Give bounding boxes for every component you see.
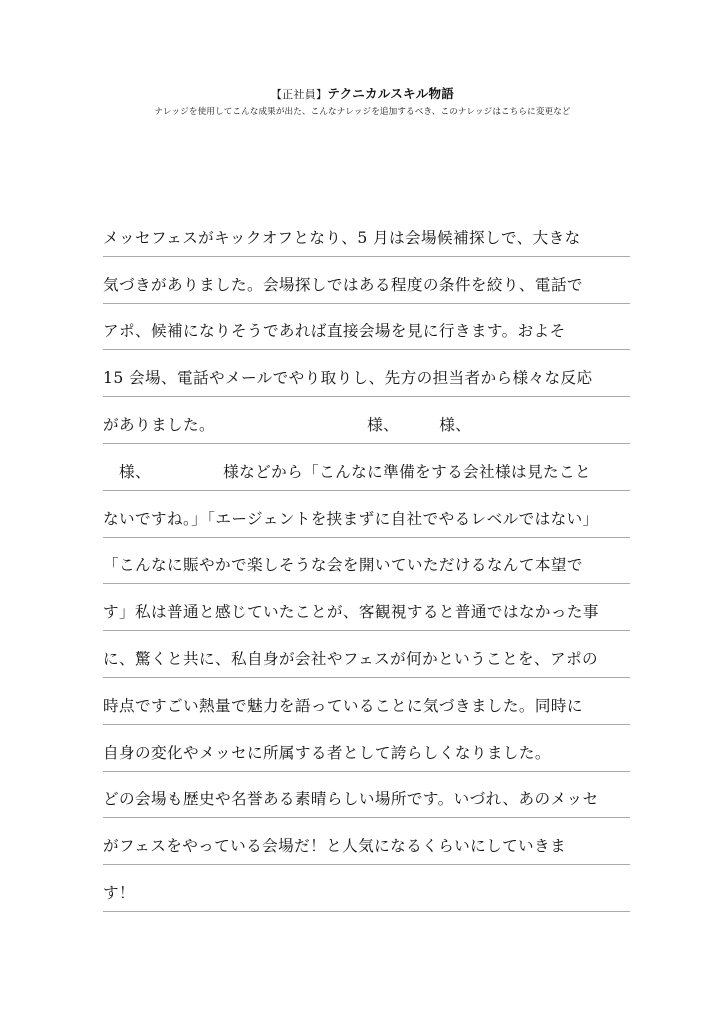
ruled-line <box>103 257 630 304</box>
document-subtitle: ナレッジを使用してこんな成果が出た、こんなナレッジを追加するべき、このナレッジはこちらに変更など <box>154 107 571 117</box>
ruled-line <box>103 584 630 631</box>
ruled-line <box>103 397 630 444</box>
line-text: 時点ですごい熱量で魅力を語っていることに気づきました。同時に <box>103 696 583 715</box>
ruled-line <box>103 304 630 351</box>
line-text: がフェスをやっている会場だ！と人気になるくらいにしていきま <box>103 837 567 856</box>
line-text: 自身の変化やメッセに所属する者として誇らしくなりました。 <box>103 743 551 762</box>
line-text: 気づきがありました。会場探しではある程度の条件を絞り、電話で <box>103 275 583 294</box>
ruled-line <box>103 725 630 772</box>
document-header <box>0 86 725 118</box>
line-text: に、驚くと共に、私自身が会社やフェスが何かということを、アポの <box>103 649 599 668</box>
line-text: アポ、候補になりそうであれば直接会場を見に行きます。およそ <box>103 322 566 341</box>
line-text: 様、 様などから「こんなに準備をする会社様は見たこと <box>103 462 592 481</box>
line-text: メッセフェスがキックオフとなり、5 月は会場候補探しで、大きな <box>103 228 581 247</box>
ruled-text-body <box>103 210 630 912</box>
line-text: がありました。 様、 様、 <box>103 415 472 434</box>
document-title <box>0 86 725 103</box>
ruled-line <box>103 491 630 538</box>
ruled-line <box>103 210 630 257</box>
ruled-line <box>103 772 630 819</box>
ruled-line <box>103 818 630 865</box>
ruled-line <box>103 350 630 397</box>
ruled-line <box>103 678 630 725</box>
line-text: 「こんなに賑やかで楽しそうな会を開いていただけるなんて本望で <box>103 556 583 575</box>
ruled-line <box>103 865 630 912</box>
line-text: す！ <box>103 883 135 902</box>
line-text: どの会場も歴史や名誉ある素晴らしい場所です。いづれ、あのメッセ <box>103 790 599 809</box>
document-title-text: テクニカルスキル物語 <box>327 86 455 101</box>
line-text: す」私は普通と感じていたことが、客観視すると普通ではなかった事 <box>103 603 599 622</box>
employee-type-tag: 【正社員】 <box>270 88 328 101</box>
ruled-line <box>103 631 630 678</box>
line-text: ないですね。」「エージェントを挟まずに自社でやるレベルではない」 <box>103 509 599 528</box>
ruled-line <box>103 538 630 585</box>
ruled-line <box>103 444 630 491</box>
line-text: 15 会場、電話やメールでやり取りし、先方の担当者から様々な反応 <box>103 369 593 388</box>
